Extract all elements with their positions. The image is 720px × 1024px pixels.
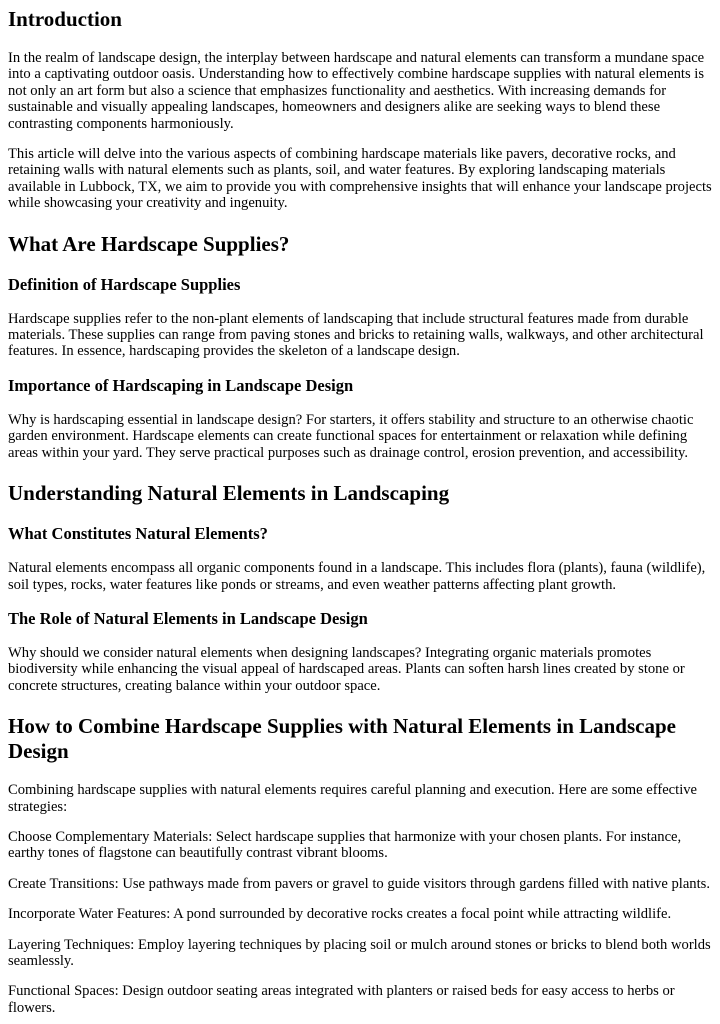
heading-introduction: Introduction xyxy=(8,7,122,31)
strategy-item: Choose Complementary Materials: Select hardscape supplies that harmonize with your chosen plants. For instance, earthy tones of flagstone can beautifully contrast vibrant blooms. xyxy=(8,828,682,862)
heading-how-to-combine: How to Combine Hardscape Supplies with Natural Elements in Landscape Design xyxy=(8,714,676,764)
strategy-item: Incorporate Water Features: A pond surrounded by decorative rocks creates a focal point while attracting wildlife. xyxy=(8,906,672,923)
subheading-importance: Importance of Hardscaping in Landscape Design xyxy=(8,375,354,395)
subheading-definition: Definition of Hardscape Supplies xyxy=(8,274,241,294)
role-paragraph: Why should we consider natural elements when designing landscapes? Integrating organic materials promotes biodiversity while enhancing the visual appeal of hardscaped areas. Plants can soften harsh lines created by stone or concrete structures, creating balance within your outdoor space. xyxy=(8,644,685,694)
heading-natural-elements: Understanding Natural Elements in Landscaping xyxy=(8,481,450,506)
definition-paragraph: Hardscape supplies refer to the non-plant elements of landscaping that include structural features made from durable materials. These supplies can range from paving stones and bricks to retaining walls, walkways, and other architectural features. In essence, hardscaping provides the skeleton of a landscape design. xyxy=(8,310,704,360)
intro-paragraph-1: In the realm of landscape design, the interplay between hardscape and natural elements can transform a mundane space into a captivating outdoor oasis. Understanding how to effectively combine hardscape supplies with natural elements is not only an art form but also a science that emphasizes functionality and aesthetics. With increasing demands for sustainable and visually appealing landscapes, homeowners and designers alike are seeking ways to blend these contrasting components harmoniously. xyxy=(8,50,705,132)
combine-intro-paragraph: Combining hardscape supplies with natural elements requires careful planning and execution. Here are some effective strategies: xyxy=(8,782,698,815)
importance-paragraph: Why is hardscaping essential in landscape design? For starters, it offers stability and structure to an otherwise chaotic garden environment. Hardscape elements can create functional spaces for entertainment or relaxation while defining areas within your yard. They serve practical purposes such as drainage control, erosion prevention, and accessibility. xyxy=(8,411,694,461)
strategy-item: Create Transitions: Use pathways made from pavers or gravel to guide visitors through gardens filled with native plants. xyxy=(8,875,710,892)
strategy-item: Layering Techniques: Employ layering techniques by placing soil or mulch around stones or bricks to blend both worlds seamlessly. xyxy=(8,936,711,969)
intro-paragraph-2: This article will delve into the various aspects of combining hardscape materials like pavers, decorative rocks, and retaining walls with natural elements such as plants, soil, and water features. By exploring landscaping materials available in Lubbock, TX, we aim to provide you with comprehensive insights that will enhance your landscape projects while showcasing your creativity and ingenuity. xyxy=(8,146,712,212)
strategy-item: Functional Spaces: Design outdoor seating areas integrated with planters or raised beds for easy access to herbs or flowers. xyxy=(8,983,675,1016)
natural-elements-paragraph: Natural elements encompass all organic components found in a landscape. This includes flora (plants), fauna (wildlife), soil types, rocks, water features like ponds or streams, and even weather patterns affecting plant growth. xyxy=(8,560,706,593)
article xyxy=(0,7,720,1016)
subheading-role: The Role of Natural Elements in Landscape Design xyxy=(8,608,368,628)
subheading-what-constitutes: What Constitutes Natural Elements? xyxy=(8,524,268,544)
heading-hardscape-supplies: What Are Hardscape Supplies? xyxy=(8,231,290,256)
